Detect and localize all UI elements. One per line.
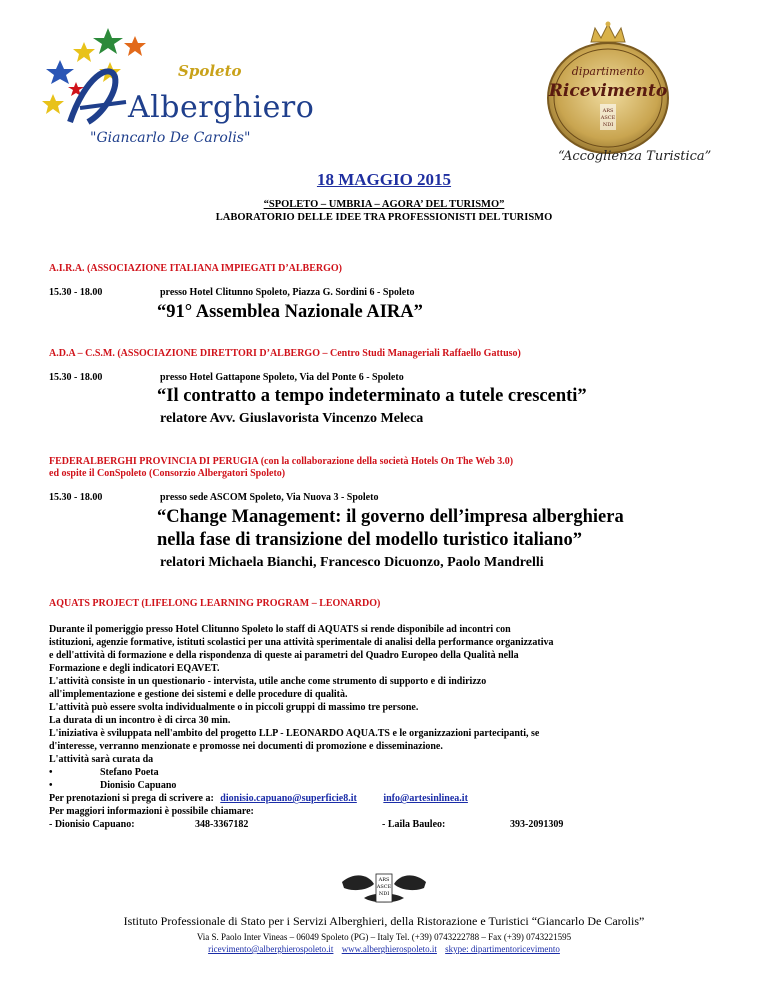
aquats-line: istituzioni, agenzie formative, istituti scolastici per una attività sperimentale di analisi della performance organizzativa: [49, 637, 554, 648]
svg-text:ARS: ARS: [602, 108, 614, 114]
email-link-artesinlinea[interactable]: info@artesinlinea.it: [383, 793, 468, 804]
event3-time: 15.30 - 18.00: [49, 492, 103, 503]
contacts-row: [49, 818, 729, 831]
aquats-line: L'attività consiste in un questionario - intervista, utile anche come strumento di supporto e di indirizzo: [49, 676, 487, 687]
event1-title: “91° Assemblea Nazionale AIRA”: [157, 302, 423, 322]
svg-text:NDI: NDI: [378, 891, 390, 897]
footer-skype-link[interactable]: skype: dipartimentoricevimento: [445, 944, 560, 954]
event2-speaker: relatore Avv. Giuslavorista Vincenzo Meleca: [160, 411, 424, 426]
event3-organizer-line1: FEDERALBERGHI PROVINCIA DI PERUGIA (con la collaborazione della società Hotels On The Web 3.0): [49, 456, 514, 467]
booking-text: Per prenotazioni si prega di scrivere a:: [49, 793, 214, 804]
list-item: [49, 779, 729, 792]
footer-institute: Istituto Professionale di Stato per i Servizi Alberghieri, della Ristorazione e Turistici “Giancarlo De Carolis”: [123, 914, 645, 928]
alberghiero-logo: [40, 22, 315, 147]
bullet-icon: •: [49, 780, 53, 791]
curator-name: Dionisio Capuano: [100, 780, 177, 791]
dipartimento-ricevimento-logo: [543, 20, 673, 155]
tagline: “Accoglienza Turistica”: [558, 149, 712, 164]
footer-email-link[interactable]: ricevimento@alberghierospoleto.it: [208, 944, 334, 954]
event-subtitle-line1: “SPOLETO – UMBRIA – AGORA’ DEL TURISMO”: [263, 199, 505, 210]
event3-title-line1: “Change Management: il governo dell’impresa alberghiera: [157, 507, 624, 527]
ars-ascendi-emblem: [334, 868, 434, 910]
svg-text:ASCE: ASCE: [600, 115, 616, 121]
footer-website-link[interactable]: www.alberghierospoleto.it: [341, 944, 437, 954]
footer-links: [0, 944, 768, 954]
info-text: Per maggiori informazioni è possibile chiamare:: [49, 806, 254, 817]
aquats-line: L'iniziativa è sviluppata nell'ambito del progetto LLP - LEONARDO AQUA.TS e le organizzazioni partecipanti, se: [49, 728, 540, 739]
event2-title: “Il contratto a tempo indeterminato a tutele crescenti”: [157, 386, 587, 406]
contact1-name: - Dionisio Capuano:: [49, 819, 135, 830]
event1-venue: presso Hotel Clitunno Spoleto, Piazza G. Sordini 6 - Spoleto: [160, 287, 415, 298]
event2-venue: presso Hotel Gattapone Spoleto, Via del Ponte 6 - Spoleto: [160, 372, 404, 383]
event1-organizer: A.I.R.A. (ASSOCIAZIONE ITALIANA IMPIEGATI D’ALBERGO): [49, 263, 343, 274]
bullet-icon: •: [49, 767, 53, 778]
crown-seal-graphic: [543, 20, 673, 155]
aquats-organizer: AQUATS PROJECT (LIFELONG LEARNING PROGRAM – LEONARDO): [49, 598, 381, 609]
event3-organizer-line2: ed ospite il ConSpoleto (Consorzio Albergatori Spoleto): [49, 468, 286, 479]
svg-text:Ricevimento: Ricevimento: [548, 81, 668, 101]
aquats-line: Formazione e degli indicatori EQAVET.: [49, 663, 220, 674]
contact1-phone: 348-3367182: [195, 819, 249, 830]
email-link-capuano[interactable]: dionisio.capuano@superficie8.it: [220, 793, 357, 804]
stars-graphic: [40, 22, 275, 147]
event3-venue: presso sede ASCOM Spoleto, Via Nuova 3 - Spoleto: [160, 492, 379, 503]
svg-text:ASCE: ASCE: [376, 884, 392, 890]
event3-title-line2: nella fase di transizione del modello turistico italiano”: [157, 530, 582, 550]
booking-line: [49, 792, 729, 805]
logo-spoleto-text: Spoleto: [178, 62, 242, 80]
curator-name: Stefano Poeta: [100, 767, 159, 778]
event1-time: 15.30 - 18.00: [49, 287, 103, 298]
contact2-phone: 393-2091309: [510, 819, 564, 830]
aquats-line: La durata di un incontro è di circa 30 min.: [49, 715, 231, 726]
list-item: [49, 766, 729, 779]
aquats-description: [49, 623, 729, 831]
aquats-line: Durante il pomeriggio presso Hotel Clitunno Spoleto lo staff di AQUATS si rende disponibile ad incontri con: [49, 624, 511, 635]
aquats-line: L'attività può essere svolta individualmente o in piccoli gruppi di massimo tre persone.: [49, 702, 419, 713]
logo-alberghiero-text: Alberghiero: [128, 90, 315, 125]
aquats-line: L'attività sarà curata da: [49, 754, 154, 765]
event-date-title: 18 MAGGIO 2015: [316, 170, 452, 189]
svg-text:ARS: ARS: [378, 877, 390, 883]
footer-address: Via S. Paolo Inter Vineas – 06049 Spoleto (PG) – Italy Tel. (+39) 0743222788 – Fax (+39) 0743221595: [196, 932, 572, 942]
event-subtitle-line2: LABORATORIO DELLE IDEE TRA PROFESSIONISTI DEL TURISMO: [215, 212, 553, 223]
contact2-name: - Laila Bauleo:: [382, 819, 446, 830]
svg-text:dipartimento: dipartimento: [571, 65, 645, 78]
event2-organizer: A.D.A – C.S.M. (ASSOCIAZIONE DIRETTORI D’ALBERGO – Centro Studi Manageriali Raffaello Gattuso): [49, 348, 521, 359]
event3-speakers: relatori Michaela Bianchi, Francesco Dicuonzo, Paolo Mandrelli: [160, 555, 544, 570]
aquats-line: all'implementazione e gestione dei sistemi e delle procedure di qualità.: [49, 689, 348, 700]
logo-giancarlo-text: "Giancarlo De Carolis": [90, 130, 251, 146]
svg-text:NDI: NDI: [602, 122, 614, 128]
event2-time: 15.30 - 18.00: [49, 372, 103, 383]
aquats-line: d'interesse, verranno menzionate e promosse nei documenti di promozione e disseminazione.: [49, 741, 443, 752]
aquats-line: e dell'attività di formazione e della rispondenza di queste ai parametri del Quadro Europeo della Qualità nella: [49, 650, 519, 661]
